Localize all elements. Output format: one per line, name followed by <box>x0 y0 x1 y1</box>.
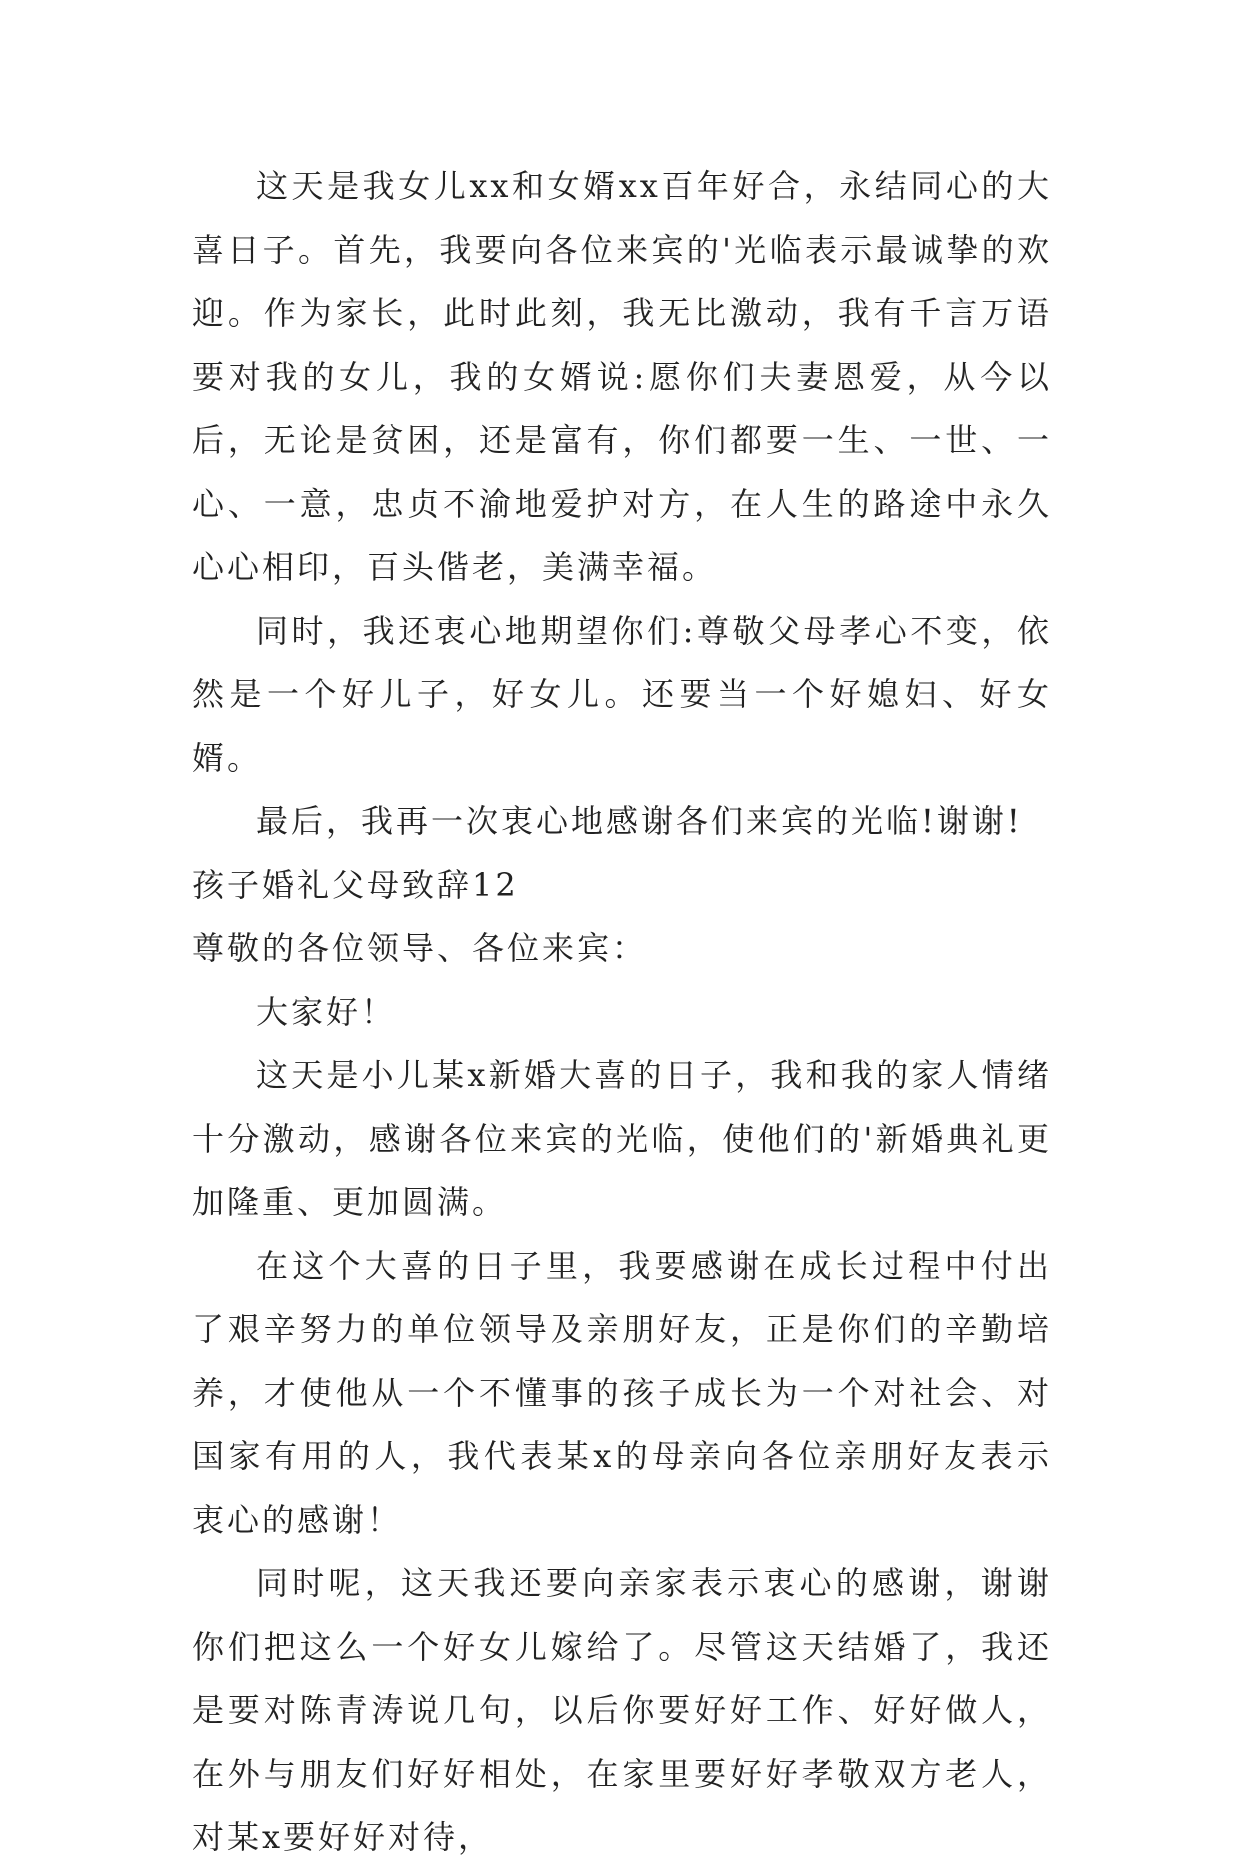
paragraph-opening: 这天是小儿某x新婚大喜的日子，我和我的家人情绪十分激动，感谢各位来宾的光临，使他们的'新婚典礼更加隆重、更加圆满。 <box>192 1056 1052 1221</box>
greeting: 大家好！ <box>256 992 397 1031</box>
section-title: 孩子婚礼父母致辞12 <box>192 865 519 904</box>
paragraph-closing-thanks: 最后，我再一次衷心地感谢各们来宾的光临!谢谢! <box>256 802 1023 840</box>
paragraph-wedding-wishes: 这天是我女儿xx和女婿xx百年好合，永结同心的大喜日子。首先，我要向各位来宾的'光临表示最诚挚的欢迎。作为家长，此时此刻，我无比激动，我有千言万语要对我的女儿，我的女婿说:愿你们夫妻恩爱，从今以后，无论是贫困，还是富有，你们都要一生、一世、一心、一意，忠贞不渝地爱护对方，在人生的路途中永久心心相印，百头偕老，美满幸福。 <box>192 167 1052 586</box>
document-body <box>192 155 1052 1870</box>
paragraph-hopes: 同时，我还衷心地期望你们:尊敬父母孝心不变，依然是一个好儿子，好女儿。还要当一个好媳妇、好女婿。 <box>192 611 1052 777</box>
salutation: 尊敬的各位领导、各位来宾： <box>192 929 648 967</box>
paragraph-gratitude: 在这个大喜的日子里，我要感谢在成长过程中付出了艰辛努力的单位领导及亲朋好友，正是你们的辛勤培养，才使他从一个不懂事的孩子成长为一个对社会、对国家有用的人，我代表某x的母亲向各位亲朋好友表示衷心的感谢！ <box>192 1246 1052 1539</box>
paragraph-in-laws: 同时呢，这天我还要向亲家表示衷心的感谢，谢谢你们把这么一个好女儿嫁给了。尽管这天结婚了，我还是要对陈青涛说几句，以后你要好好工作、好好做人，在外与朋友们好好相处，在家里要好好孝敬双方老人，对某x要好好对待， <box>192 1564 1052 1856</box>
